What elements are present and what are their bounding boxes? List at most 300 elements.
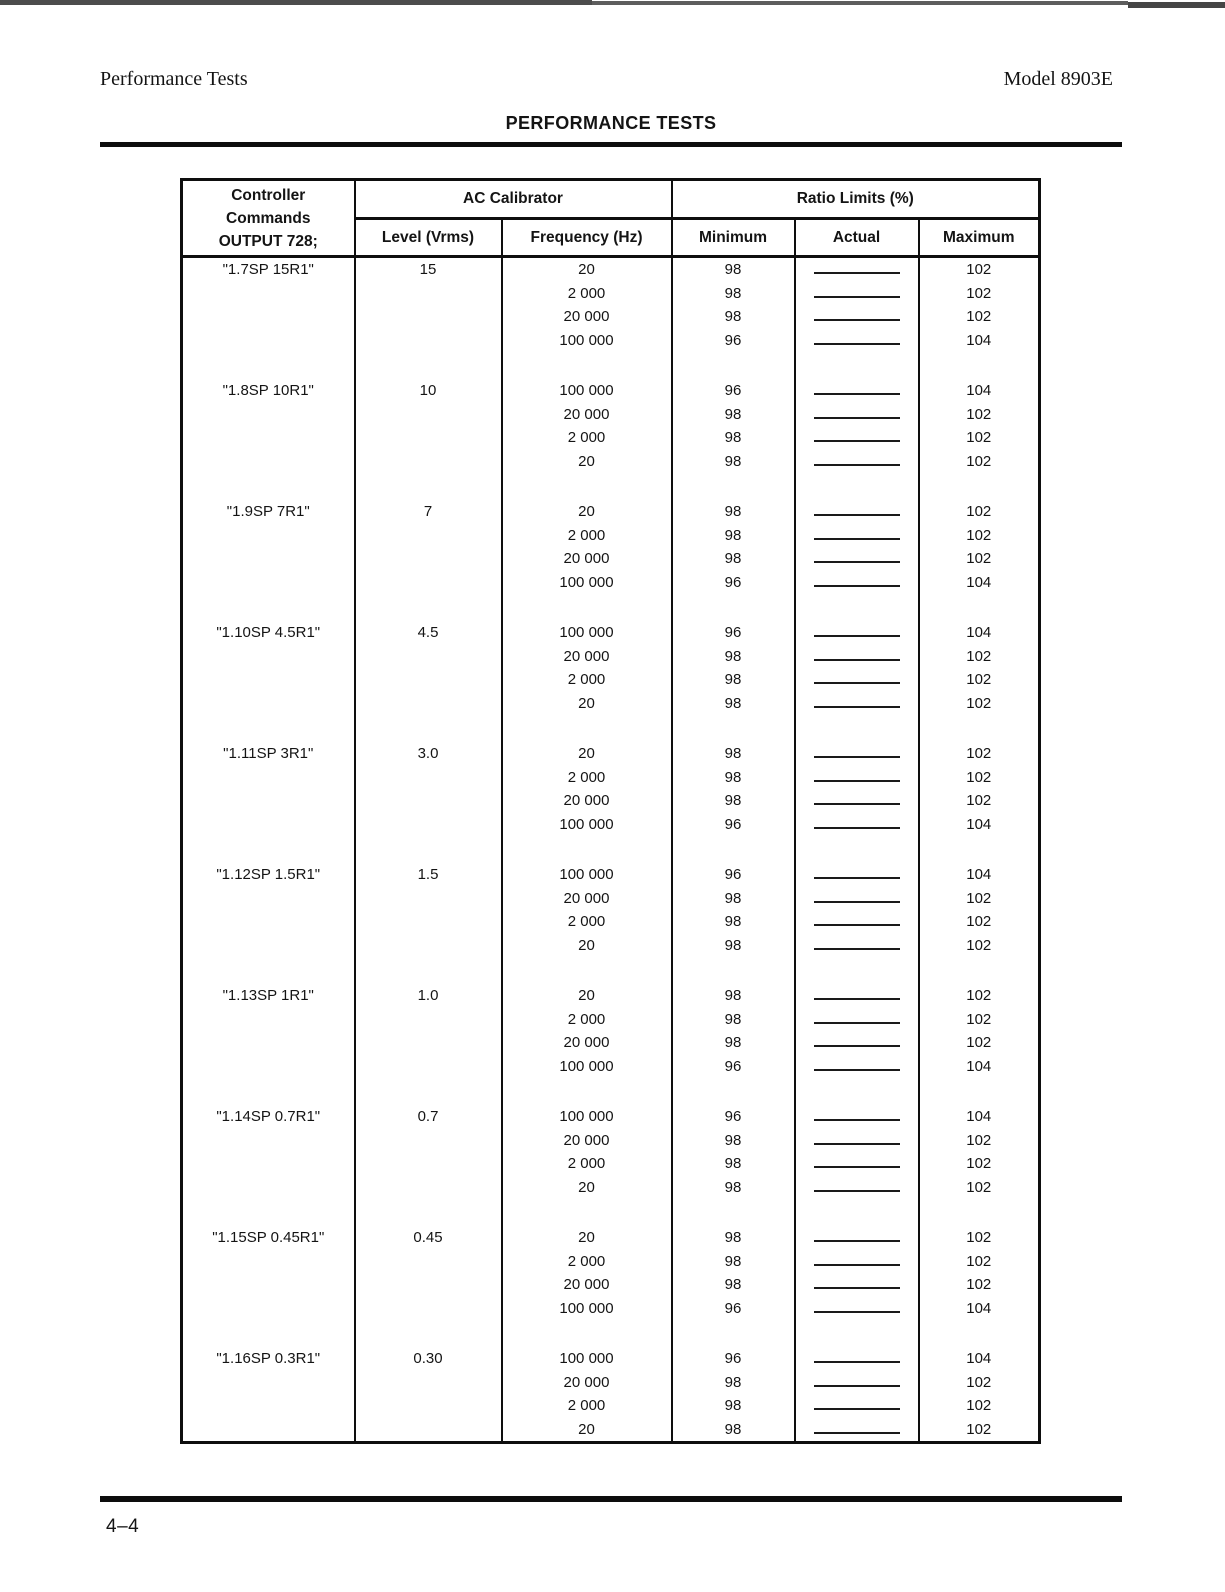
actual-cell: [795, 692, 919, 716]
actual-blank-line: [814, 621, 900, 637]
level-cell: [355, 282, 502, 306]
level-cell: [355, 887, 502, 911]
spacer-cell: [355, 836, 502, 863]
frequency-cell: 2 000: [502, 524, 672, 548]
level-cell: [355, 1176, 502, 1200]
actual-cell: [795, 379, 919, 403]
actual-cell: [795, 1273, 919, 1297]
maximum-cell: 102: [919, 450, 1040, 474]
actual-blank-line: [814, 789, 900, 805]
minimum-cell: 98: [672, 257, 795, 282]
minimum-cell: 96: [672, 863, 795, 887]
actual-cell: [795, 668, 919, 692]
actual-blank-line: [814, 426, 900, 442]
spacer-cell: [672, 594, 795, 621]
level-cell: [355, 329, 502, 353]
level-cell: [355, 571, 502, 595]
table-row: [182, 1418, 1040, 1443]
actual-blank-line: [814, 1152, 900, 1168]
minimum-cell: 98: [672, 766, 795, 790]
frequency-cell: 2 000: [502, 1152, 672, 1176]
actual-cell: [795, 547, 919, 571]
actual-blank-line: [814, 813, 900, 829]
maximum-cell: 102: [919, 1031, 1040, 1055]
table-row: [182, 282, 1040, 306]
level-cell: [355, 692, 502, 716]
command-cell: [182, 1129, 355, 1153]
minimum-cell: 98: [672, 1031, 795, 1055]
actual-blank-line: [814, 282, 900, 298]
command-cell: "1.16SP 0.3R1": [182, 1347, 355, 1371]
command-cell: [182, 1394, 355, 1418]
command-cell: [182, 766, 355, 790]
frequency-cell: 2 000: [502, 766, 672, 790]
level-cell: [355, 524, 502, 548]
level-cell: [355, 1129, 502, 1153]
level-cell: 7: [355, 500, 502, 524]
actual-cell: [795, 1031, 919, 1055]
spacer-cell: [919, 1078, 1040, 1105]
maximum-cell: 102: [919, 1394, 1040, 1418]
spacer-cell: [355, 957, 502, 984]
minimum-cell: 98: [672, 403, 795, 427]
level-cell: 4.5: [355, 621, 502, 645]
minimum-cell: 96: [672, 1297, 795, 1321]
actual-cell: [795, 1226, 919, 1250]
minimum-cell: 98: [672, 547, 795, 571]
spacer-cell: [795, 836, 919, 863]
level-cell: [355, 789, 502, 813]
table-row: [182, 984, 1040, 1008]
level-cell: [355, 1031, 502, 1055]
spacer-cell: [919, 1199, 1040, 1226]
maximum-cell: 104: [919, 379, 1040, 403]
actual-blank-line: [814, 1418, 900, 1434]
frequency-cell: 20 000: [502, 1031, 672, 1055]
frequency-cell: 20: [502, 1176, 672, 1200]
spacer-cell: [502, 473, 672, 500]
frequency-cell: 20 000: [502, 547, 672, 571]
scan-edge-segment: [1128, 2, 1225, 8]
maximum-cell: 102: [919, 1176, 1040, 1200]
minimum-cell: 98: [672, 934, 795, 958]
minimum-cell: 98: [672, 305, 795, 329]
actual-cell: [795, 789, 919, 813]
command-cell: [182, 1152, 355, 1176]
table-row: [182, 934, 1040, 958]
minimum-cell: 98: [672, 1152, 795, 1176]
actual-cell: [795, 934, 919, 958]
spacer-cell: [795, 352, 919, 379]
minimum-cell: 96: [672, 571, 795, 595]
actual-cell: [795, 621, 919, 645]
table-row: [182, 910, 1040, 934]
spacer-cell: [919, 352, 1040, 379]
minimum-cell: 96: [672, 1055, 795, 1079]
command-cell: [182, 547, 355, 571]
minimum-cell: 96: [672, 379, 795, 403]
spacer-cell: [795, 473, 919, 500]
frequency-cell: 2 000: [502, 668, 672, 692]
command-cell: [182, 524, 355, 548]
column-header-actual: Actual: [795, 219, 919, 257]
command-cell: [182, 645, 355, 669]
spacer-cell: [672, 836, 795, 863]
table-row: [182, 305, 1040, 329]
spacer-cell: [795, 1199, 919, 1226]
level-cell: [355, 934, 502, 958]
actual-blank-line: [814, 1347, 900, 1363]
maximum-cell: 104: [919, 621, 1040, 645]
maximum-cell: 102: [919, 887, 1040, 911]
level-cell: [355, 1371, 502, 1395]
frequency-cell: 2 000: [502, 426, 672, 450]
spacer-cell: [182, 1199, 355, 1226]
minimum-cell: 98: [672, 524, 795, 548]
actual-blank-line: [814, 1226, 900, 1242]
frequency-cell: 20: [502, 450, 672, 474]
level-cell: [355, 1297, 502, 1321]
command-cell: "1.8SP 10R1": [182, 379, 355, 403]
actual-cell: [795, 645, 919, 669]
frequency-cell: 100 000: [502, 571, 672, 595]
column-header-level: Level (Vrms): [355, 219, 502, 257]
frequency-cell: 2 000: [502, 1008, 672, 1032]
actual-blank-line: [814, 1031, 900, 1047]
spacer-cell: [182, 594, 355, 621]
running-header-left: Performance Tests: [100, 68, 248, 90]
frequency-cell: 20: [502, 742, 672, 766]
command-cell: [182, 1031, 355, 1055]
table-row: [182, 887, 1040, 911]
command-cell: [182, 403, 355, 427]
frequency-cell: 20 000: [502, 645, 672, 669]
minimum-cell: 98: [672, 742, 795, 766]
level-cell: [355, 1418, 502, 1443]
table-row: [182, 766, 1040, 790]
command-cell: [182, 1371, 355, 1395]
command-cell: "1.14SP 0.7R1": [182, 1105, 355, 1129]
command-cell: [182, 305, 355, 329]
command-cell: [182, 789, 355, 813]
minimum-cell: 98: [672, 450, 795, 474]
table-row: [182, 1105, 1040, 1129]
actual-blank-line: [814, 910, 900, 926]
spacer-cell: [182, 473, 355, 500]
command-cell: [182, 450, 355, 474]
spacer-cell: [355, 473, 502, 500]
spacer-cell: [182, 715, 355, 742]
actual-cell: [795, 426, 919, 450]
actual-blank-line: [814, 645, 900, 661]
minimum-cell: 98: [672, 910, 795, 934]
minimum-cell: 98: [672, 668, 795, 692]
scan-edge-segment: [0, 0, 592, 5]
command-cell: "1.13SP 1R1": [182, 984, 355, 1008]
level-cell: [355, 1394, 502, 1418]
actual-blank-line: [814, 1105, 900, 1121]
actual-blank-line: [814, 1394, 900, 1410]
spacer-cell: [795, 957, 919, 984]
minimum-cell: 98: [672, 1250, 795, 1274]
maximum-cell: 102: [919, 1226, 1040, 1250]
table-group-header-row: [182, 180, 1040, 219]
table-row: [182, 500, 1040, 524]
maximum-cell: 102: [919, 934, 1040, 958]
table-body: [182, 257, 1040, 1443]
spacer-cell: [795, 594, 919, 621]
minimum-cell: 96: [672, 621, 795, 645]
group-spacer-row: [182, 715, 1040, 742]
table-row: [182, 1176, 1040, 1200]
actual-cell: [795, 1152, 919, 1176]
minimum-cell: 98: [672, 1226, 795, 1250]
spacer-cell: [672, 473, 795, 500]
frequency-cell: 20: [502, 1418, 672, 1443]
command-cell: [182, 692, 355, 716]
level-cell: [355, 450, 502, 474]
table-row: [182, 1055, 1040, 1079]
actual-cell: [795, 403, 919, 427]
actual-cell: [795, 500, 919, 524]
maximum-cell: 102: [919, 1152, 1040, 1176]
minimum-cell: 96: [672, 813, 795, 837]
frequency-cell: 20 000: [502, 1273, 672, 1297]
actual-blank-line: [814, 1129, 900, 1145]
group-spacer-row: [182, 1199, 1040, 1226]
frequency-cell: 20 000: [502, 1129, 672, 1153]
actual-cell: [795, 742, 919, 766]
actual-blank-line: [814, 887, 900, 903]
spacer-cell: [919, 594, 1040, 621]
minimum-cell: 96: [672, 329, 795, 353]
spacer-cell: [355, 594, 502, 621]
actual-cell: [795, 813, 919, 837]
minimum-cell: 98: [672, 282, 795, 306]
actual-cell: [795, 450, 919, 474]
table-row: [182, 403, 1040, 427]
actual-blank-line: [814, 524, 900, 540]
spacer-cell: [355, 1199, 502, 1226]
level-cell: [355, 1055, 502, 1079]
group-spacer-row: [182, 594, 1040, 621]
actual-blank-line: [814, 547, 900, 563]
table-row: [182, 571, 1040, 595]
frequency-cell: 2 000: [502, 282, 672, 306]
spacer-cell: [919, 836, 1040, 863]
level-cell: [355, 547, 502, 571]
level-cell: [355, 1273, 502, 1297]
actual-cell: [795, 1297, 919, 1321]
maximum-cell: 102: [919, 500, 1040, 524]
spacer-cell: [502, 594, 672, 621]
table-row: [182, 1226, 1040, 1250]
minimum-cell: 98: [672, 1371, 795, 1395]
table-row: [182, 668, 1040, 692]
level-cell: [355, 305, 502, 329]
maximum-cell: 104: [919, 1297, 1040, 1321]
minimum-cell: 98: [672, 645, 795, 669]
table-row: [182, 645, 1040, 669]
actual-cell: [795, 1418, 919, 1443]
actual-blank-line: [814, 1055, 900, 1071]
minimum-cell: 98: [672, 1394, 795, 1418]
table-row: [182, 329, 1040, 353]
command-cell: [182, 1297, 355, 1321]
actual-blank-line: [814, 863, 900, 879]
frequency-cell: 100 000: [502, 863, 672, 887]
actual-cell: [795, 984, 919, 1008]
group-spacer-row: [182, 836, 1040, 863]
actual-blank-line: [814, 742, 900, 758]
command-cell: [182, 813, 355, 837]
minimum-cell: 98: [672, 789, 795, 813]
actual-blank-line: [814, 329, 900, 345]
maximum-cell: 102: [919, 547, 1040, 571]
maximum-cell: 102: [919, 1250, 1040, 1274]
maximum-cell: 102: [919, 789, 1040, 813]
frequency-cell: 20: [502, 934, 672, 958]
table-row: [182, 450, 1040, 474]
actual-cell: [795, 1371, 919, 1395]
frequency-cell: 20 000: [502, 789, 672, 813]
maximum-cell: 102: [919, 257, 1040, 282]
maximum-cell: 102: [919, 1129, 1040, 1153]
spacer-cell: [795, 1078, 919, 1105]
minimum-cell: 98: [672, 1273, 795, 1297]
actual-blank-line: [814, 258, 900, 274]
minimum-cell: 96: [672, 1347, 795, 1371]
actual-blank-line: [814, 984, 900, 1000]
frequency-cell: 20 000: [502, 305, 672, 329]
table-row: [182, 1273, 1040, 1297]
maximum-cell: 104: [919, 1347, 1040, 1371]
page-title: PERFORMANCE TESTS: [505, 113, 717, 133]
minimum-cell: 98: [672, 1176, 795, 1200]
maximum-cell: 102: [919, 524, 1040, 548]
command-cell: [182, 668, 355, 692]
frequency-cell: 100 000: [502, 379, 672, 403]
actual-cell: [795, 1008, 919, 1032]
maximum-cell: 102: [919, 984, 1040, 1008]
frequency-cell: 20 000: [502, 403, 672, 427]
spacer-cell: [672, 1320, 795, 1347]
maximum-cell: 104: [919, 863, 1040, 887]
minimum-cell: 96: [672, 1105, 795, 1129]
spacer-cell: [672, 1199, 795, 1226]
actual-cell: [795, 571, 919, 595]
command-cell: [182, 934, 355, 958]
spacer-cell: [919, 473, 1040, 500]
actual-blank-line: [814, 1273, 900, 1289]
maximum-cell: 102: [919, 403, 1040, 427]
level-cell: 0.45: [355, 1226, 502, 1250]
spacer-cell: [502, 1320, 672, 1347]
maximum-cell: 104: [919, 813, 1040, 837]
maximum-cell: 104: [919, 329, 1040, 353]
spacer-cell: [355, 715, 502, 742]
frequency-cell: 20: [502, 500, 672, 524]
command-cell: "1.11SP 3R1": [182, 742, 355, 766]
table-row: [182, 1297, 1040, 1321]
level-cell: [355, 766, 502, 790]
maximum-cell: 102: [919, 426, 1040, 450]
level-cell: [355, 426, 502, 450]
maximum-cell: 104: [919, 1055, 1040, 1079]
command-cell: [182, 1250, 355, 1274]
minimum-cell: 98: [672, 500, 795, 524]
level-cell: 10: [355, 379, 502, 403]
spacer-cell: [672, 1078, 795, 1105]
actual-cell: [795, 1105, 919, 1129]
table-row: [182, 1031, 1040, 1055]
spacer-cell: [502, 836, 672, 863]
group-spacer-row: [182, 957, 1040, 984]
actual-cell: [795, 1055, 919, 1079]
command-cell: [182, 329, 355, 353]
maximum-cell: 104: [919, 571, 1040, 595]
maximum-cell: 104: [919, 1105, 1040, 1129]
spacer-cell: [919, 1320, 1040, 1347]
group-spacer-row: [182, 1078, 1040, 1105]
level-cell: 15: [355, 257, 502, 282]
actual-blank-line: [814, 305, 900, 321]
actual-blank-line: [814, 1371, 900, 1387]
table-row: [182, 426, 1040, 450]
maximum-cell: 102: [919, 1371, 1040, 1395]
frequency-cell: 100 000: [502, 813, 672, 837]
page-number: 4–4: [106, 1516, 140, 1537]
table-row: [182, 692, 1040, 716]
actual-cell: [795, 329, 919, 353]
table-row: [182, 524, 1040, 548]
command-cell: [182, 910, 355, 934]
running-header-right: Model 8903E: [1003, 68, 1113, 90]
level-cell: [355, 1008, 502, 1032]
command-cell: [182, 1055, 355, 1079]
table-row: [182, 813, 1040, 837]
performance-table: [180, 178, 1041, 1444]
table-row: [182, 1394, 1040, 1418]
frequency-cell: 20 000: [502, 887, 672, 911]
table-row: [182, 789, 1040, 813]
column-header-minimum: Minimum: [672, 219, 795, 257]
level-cell: 3.0: [355, 742, 502, 766]
command-cell: "1.7SP 15R1": [182, 257, 355, 282]
spacer-cell: [182, 1320, 355, 1347]
spacer-cell: [919, 957, 1040, 984]
level-cell: [355, 645, 502, 669]
spacer-cell: [502, 352, 672, 379]
command-cell: [182, 1418, 355, 1443]
frequency-cell: 100 000: [502, 1297, 672, 1321]
maximum-cell: 102: [919, 1008, 1040, 1032]
level-cell: [355, 1152, 502, 1176]
level-cell: [355, 1250, 502, 1274]
running-header: [100, 68, 1113, 91]
maximum-cell: 102: [919, 1273, 1040, 1297]
level-cell: 1.0: [355, 984, 502, 1008]
actual-cell: [795, 766, 919, 790]
actual-blank-line: [814, 500, 900, 516]
maximum-cell: 102: [919, 742, 1040, 766]
actual-cell: [795, 1176, 919, 1200]
spacer-cell: [502, 1199, 672, 1226]
actual-blank-line: [814, 450, 900, 466]
column-header-frequency: Frequency (Hz): [502, 219, 672, 257]
command-cell: [182, 571, 355, 595]
frequency-cell: 20 000: [502, 1371, 672, 1395]
